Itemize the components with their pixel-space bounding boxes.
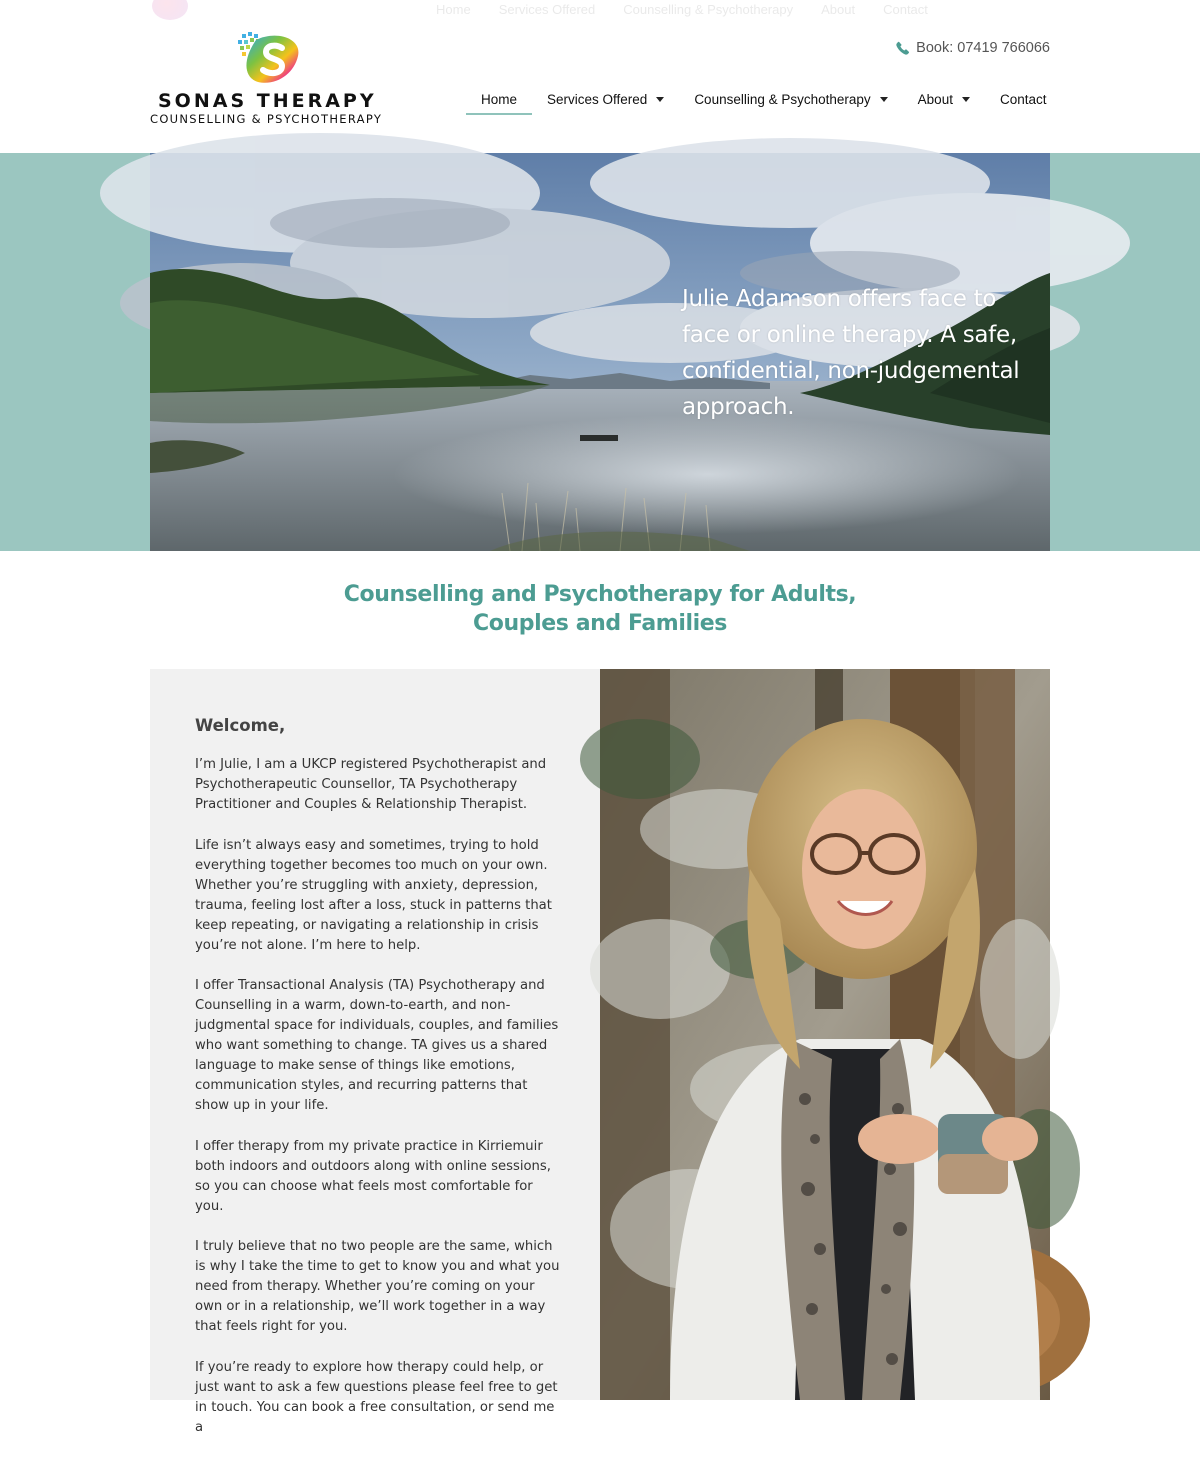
hero-banner bbox=[150, 153, 1050, 551]
ghost-nav-item: Home bbox=[436, 2, 471, 17]
ghost-nav-item: About bbox=[821, 2, 856, 17]
hero-tagline: Julie Adamson offers face to face or online therapy. A safe, confidential, non-judgemental approach. bbox=[682, 286, 1020, 420]
welcome-heading: Welcome, bbox=[195, 716, 286, 735]
welcome-paragraph: I offer therapy from my private practice in Kirriemuir both indoors and outdoors along with online sessions, so you can choose what feels most comfortable for you. bbox=[195, 1138, 551, 1214]
caret-down-icon bbox=[880, 97, 888, 102]
caret-down-icon bbox=[962, 97, 970, 102]
brand-name: SONAS THERAPY bbox=[158, 90, 377, 112]
welcome-body bbox=[195, 755, 563, 1458]
main-nav bbox=[466, 84, 1061, 115]
nav-item-label: Services Offered bbox=[547, 92, 648, 107]
portrait-illustration bbox=[600, 669, 1050, 1400]
nav-item-label: Home bbox=[481, 92, 518, 107]
welcome-panel bbox=[150, 669, 600, 1435]
site-header bbox=[0, 0, 1200, 153]
therapist-portrait-image bbox=[600, 669, 1050, 1400]
ghost-nav-item: Counselling & Psychotherapy bbox=[623, 2, 794, 17]
book-phone-link[interactable] bbox=[896, 40, 1050, 56]
nav-item-counselling-psychotherapy[interactable] bbox=[679, 84, 902, 115]
welcome-paragraph: If you’re ready to explore how therapy could help, or just want to ask a few questions please feel free to get in touch. You can book a free consultation, or send me a bbox=[195, 1359, 558, 1435]
welcome-paragraph: I truly believe that no two people are the same, which is why I take the time to get to know you and what you need from therapy. Whether you’re coming on your own or in a relationship, we’ll work together in a way that feels right for you. bbox=[195, 1239, 560, 1334]
nav-item-label: Contact bbox=[999, 92, 1047, 107]
s-logo-mosaic-icon bbox=[236, 30, 302, 86]
section-title: Counselling and Psychotherapy for Adults, Couples and Families bbox=[343, 582, 857, 636]
site-logo-link[interactable] bbox=[148, 30, 393, 130]
ghost-nav-item: Contact bbox=[883, 2, 928, 17]
caret-down-icon bbox=[656, 97, 664, 102]
nav-item-label: About bbox=[917, 92, 953, 107]
welcome-paragraph: I’m Julie, I am a UKCP registered Psychotherapist and Psychotherapeutic Counsellor, TA Psychotherapy Practitioner and Couples & Relationship Therapist. bbox=[195, 757, 547, 812]
book-label: Book: 07419 766066 bbox=[916, 40, 1050, 56]
welcome-paragraph: I offer Transactional Analysis (TA) Psychotherapy and Counselling in a warm, down-to-earth, and non-judgmental space for individuals, couples, and families who want something to change. TA gives us a shared language to make sense of things like emotions, communication styles, and recurring patterns that show up in your life. bbox=[195, 978, 559, 1113]
brand-tagline: COUNSELLING & PSYCHOTHERAPY bbox=[150, 112, 383, 126]
nav-item-services-offered[interactable] bbox=[532, 84, 679, 115]
ghost-nav-item: Services Offered bbox=[498, 2, 596, 17]
nav-item-home[interactable] bbox=[466, 84, 532, 115]
welcome-paragraph: Life isn’t always easy and sometimes, trying to hold everything together becomes too much on your own. Whether you’re struggling with anxiety, depression, trauma, feeling lost after a loss, stuck in patterns that keep repeating, or navigating a relationship in crisis you’re not alone. I’m here to help. bbox=[195, 837, 552, 953]
phone-icon bbox=[896, 41, 910, 55]
nav-item-contact[interactable] bbox=[985, 84, 1062, 115]
nav-item-label: Counselling & Psychotherapy bbox=[694, 92, 871, 107]
nav-item-about[interactable] bbox=[903, 84, 985, 115]
